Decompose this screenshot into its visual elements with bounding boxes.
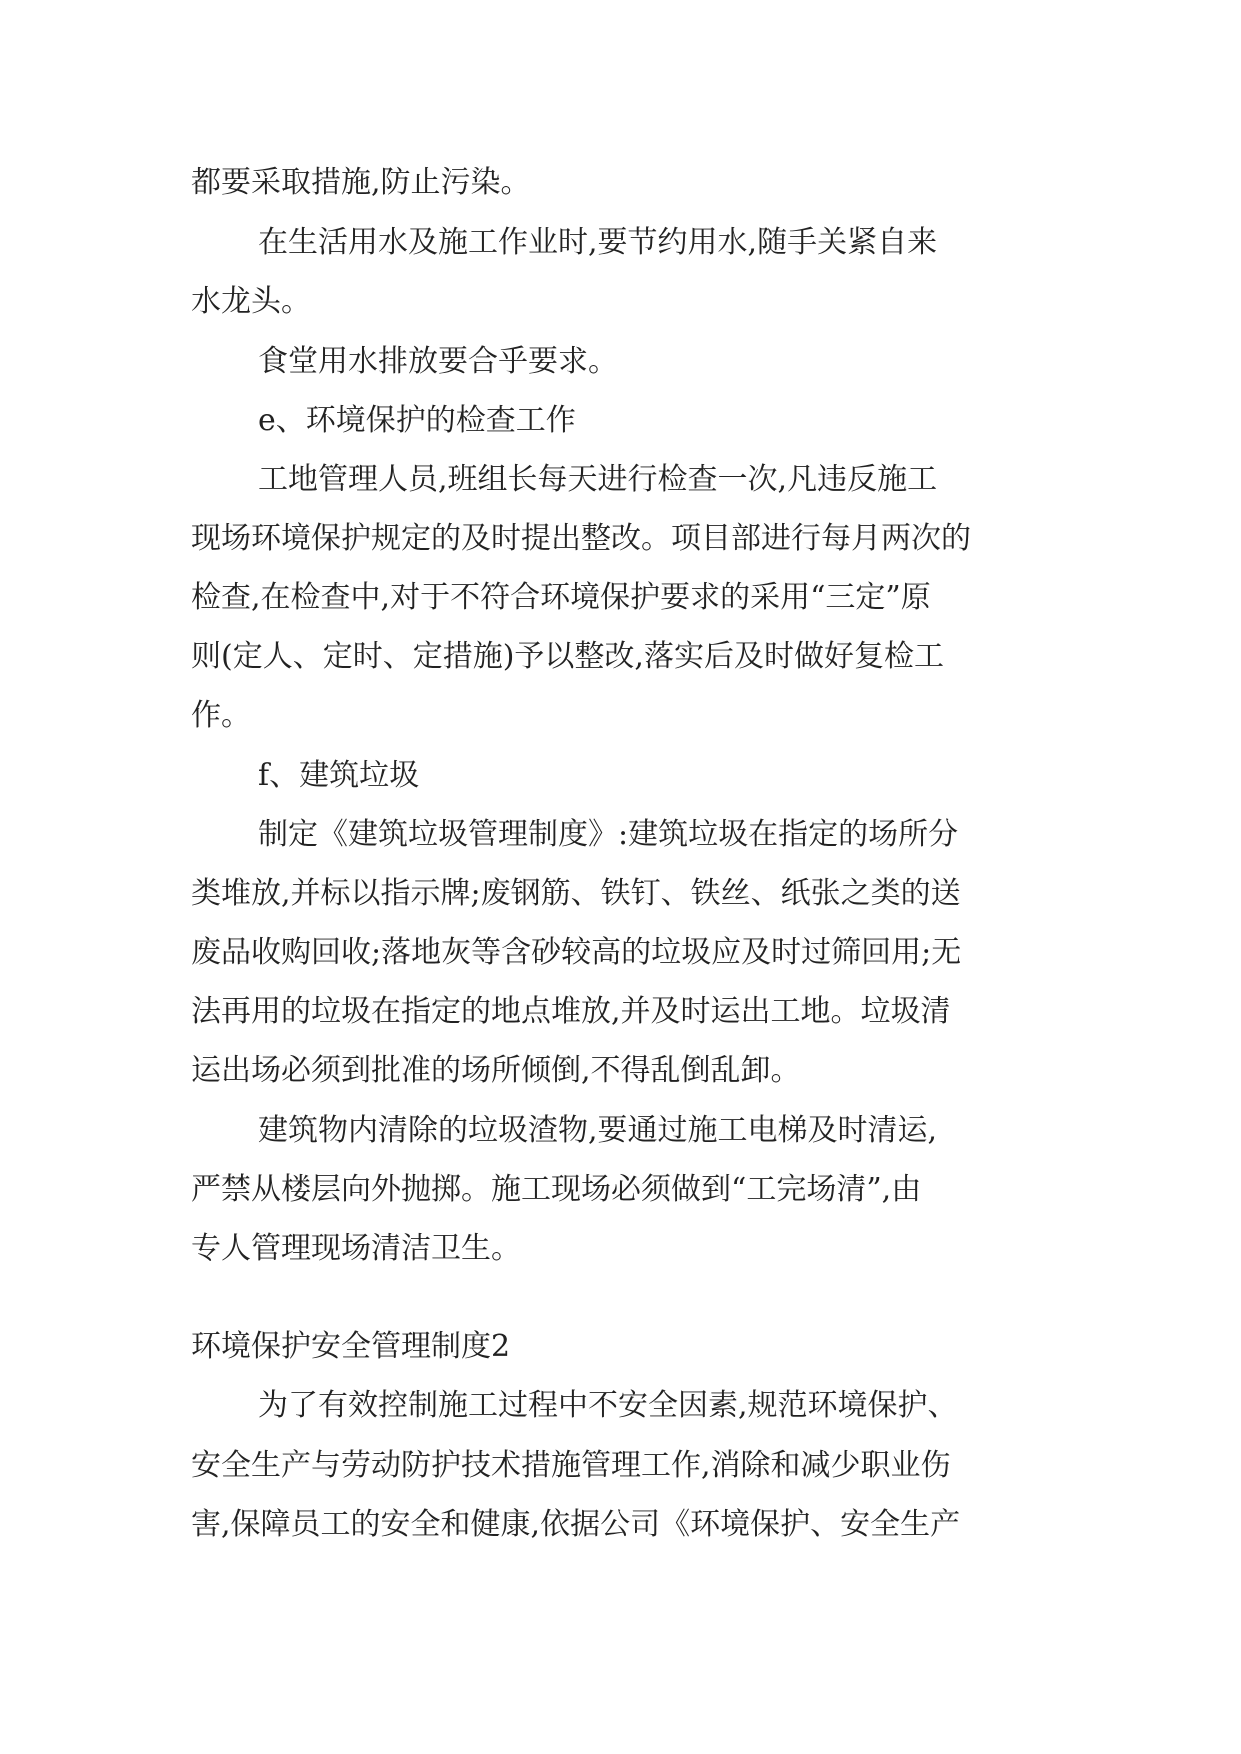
- section-heading-e: e、环境保护的检查工作: [258, 403, 576, 438]
- body-line: 严禁从楼层向外抛掷。施工现场必须做到“工完场清”,由: [191, 1172, 922, 1207]
- paragraph-line: 在生活用水及施工作业时,要节约用水,随手关紧自来: [258, 225, 938, 260]
- body-line: 废品收购回收;落地灰等含砂较高的垃圾应及时过筛回用;无: [191, 935, 962, 970]
- body-line: 专人管理现场清洁卫生。: [191, 1231, 521, 1266]
- section-heading-f: f、建筑垃圾: [258, 758, 420, 793]
- body-line: 都要采取措施,防止污染。: [191, 165, 531, 200]
- body-line: 检查,在检查中,对于不符合环境保护要求的采用“三定”原: [191, 580, 931, 615]
- body-line: 类堆放,并标以指示牌;废钢筋、铁钉、铁丝、纸张之类的送: [191, 876, 961, 911]
- paragraph-line: 食堂用水排放要合乎要求。: [258, 344, 618, 379]
- body-line: 害,保障员工的安全和健康,依据公司《环境保护、安全生产: [191, 1507, 961, 1542]
- body-line: 水龙头。: [191, 284, 311, 319]
- paragraph-line: 工地管理人员,班组长每天进行检查一次,凡违反施工: [258, 462, 938, 497]
- body-line: 安全生产与劳动防护技术措施管理工作,消除和减少职业伤: [191, 1448, 951, 1483]
- body-line: 法再用的垃圾在指定的地点堆放,并及时运出工地。垃圾清: [191, 994, 951, 1029]
- body-line: 则(定人、定时、定措施)予以整改,落实后及时做好复检工: [191, 639, 944, 674]
- document-title: 环境保护安全管理制度2: [191, 1329, 511, 1364]
- paragraph-line: 制定《建筑垃圾管理制度》:建筑垃圾在指定的场所分: [258, 817, 959, 852]
- body-line: 运出场必须到批准的场所倾倒,不得乱倒乱卸。: [191, 1053, 801, 1088]
- body-line: 作。: [191, 698, 251, 733]
- body-line: 现场环境保护规定的及时提出整改。项目部进行每月两次的: [191, 521, 971, 556]
- paragraph-line: 建筑物内清除的垃圾渣物,要通过施工电梯及时清运,: [258, 1113, 938, 1148]
- paragraph-line: 为了有效控制施工过程中不安全因素,规范环境保护、: [258, 1388, 958, 1423]
